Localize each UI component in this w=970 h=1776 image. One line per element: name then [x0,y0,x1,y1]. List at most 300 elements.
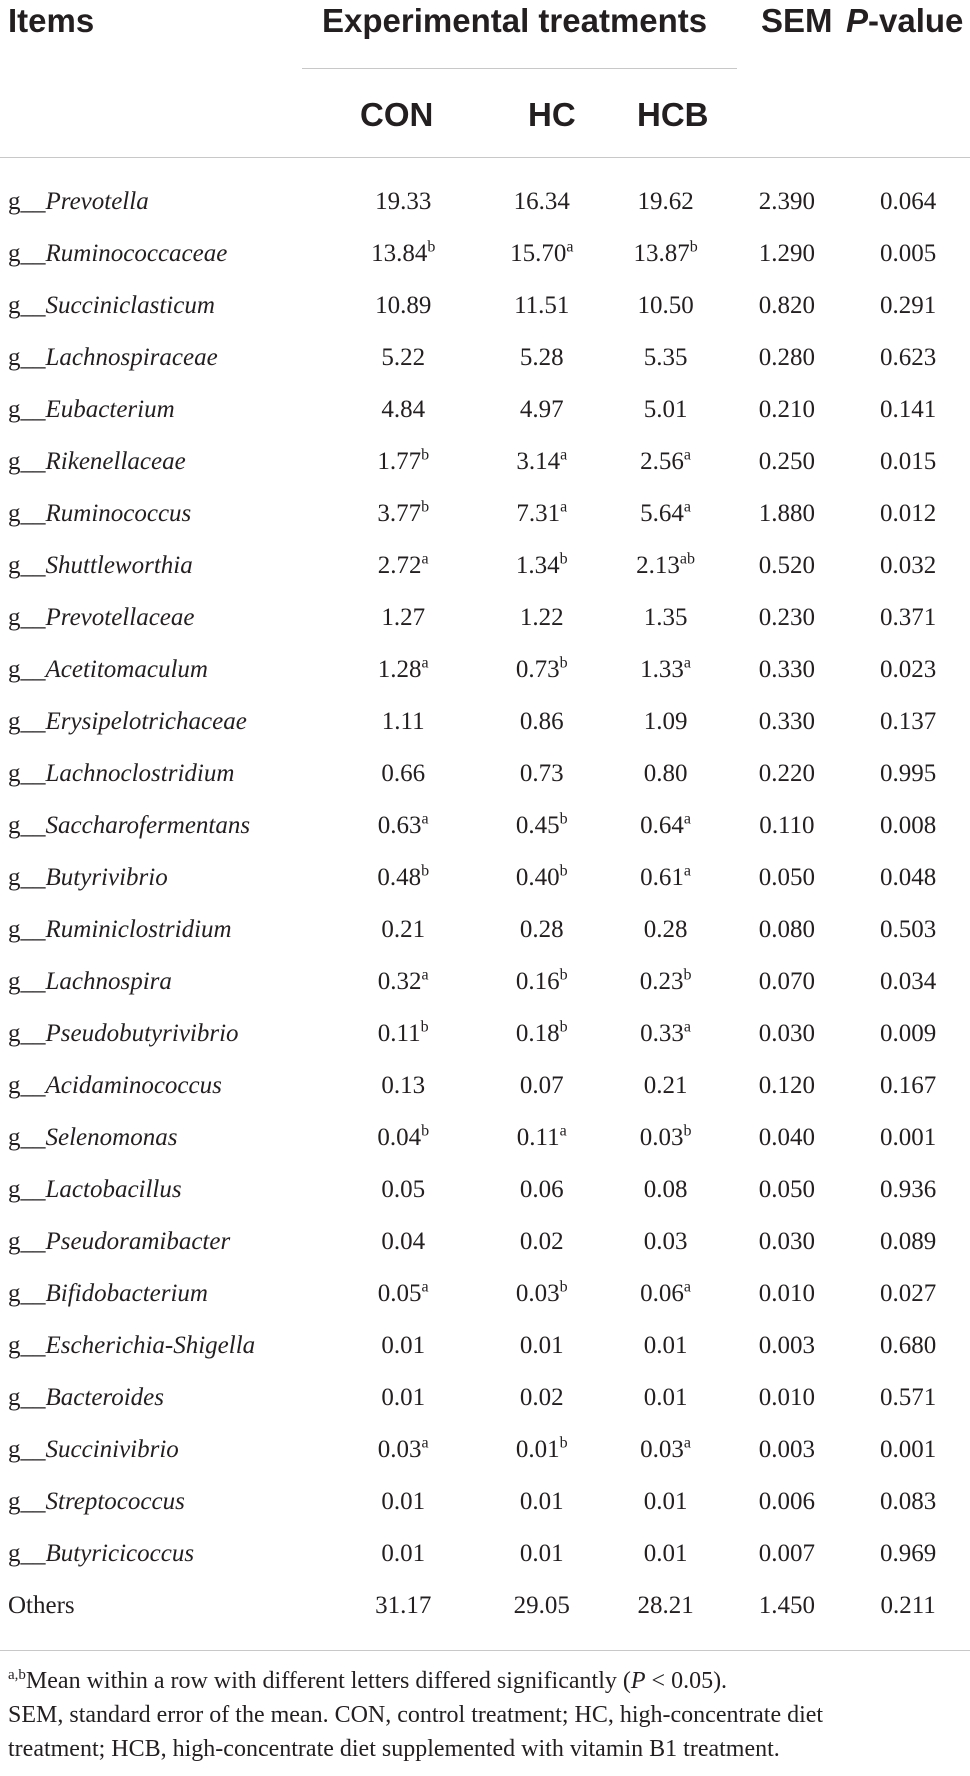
significance-letter: a [683,498,691,516]
taxon-prefix: g__ [8,1540,46,1567]
cell-sem: 0.250 [758,448,815,475]
cell-value: 28.21 [637,1592,694,1619]
cell-value: 3.14 [516,448,561,475]
cell-hcb [604,592,728,644]
cell-hc [480,332,604,384]
taxon-prefix: g__ [8,188,46,215]
cell-con [327,1424,480,1476]
table-row [0,1372,970,1424]
cell-hcb [604,280,728,332]
taxon-prefix: g__ [8,292,46,319]
cell-con [327,1372,480,1424]
table-row [0,852,970,904]
cell-p-value: 0.141 [880,396,937,423]
cell-con [327,1216,480,1268]
cell-hc [480,1112,604,1164]
taxon-name: Lachnoclostridium [45,760,235,787]
cell-item [0,1268,327,1320]
cell-item [0,1528,327,1580]
cell-item [0,176,327,228]
table-row [0,228,970,280]
taxon-prefix: g__ [8,604,46,631]
cell-hcb [604,1216,728,1268]
cell-p-value: 0.623 [880,344,937,371]
cell-value: 11.51 [514,292,570,319]
header-sem: SEM [761,2,833,39]
cell-item [0,1424,327,1476]
significance-letter: a [566,238,574,256]
taxon-prefix: g__ [8,864,46,891]
cell-hc [480,1476,604,1528]
cell-item [0,852,327,904]
table-row [0,904,970,956]
taxon-name: Succiniclasticum [45,292,215,319]
cell-con [327,1008,480,1060]
cell-hc [480,228,604,280]
cell-sem: 2.390 [758,188,815,215]
cell-value: 1.27 [381,604,426,631]
cell-hcb [604,1112,728,1164]
significance-letter: b [559,654,568,672]
cell-p-value: 0.023 [880,656,937,683]
cell-con [327,436,480,488]
cell-value: 5.28 [519,344,564,371]
significance-letter: b [559,862,568,880]
cell-value: 19.62 [637,188,694,215]
cell-value: 0.11 [377,1020,421,1047]
taxon-prefix: g__ [8,1072,46,1099]
cell-hc [480,644,604,696]
cell-sem: 0.070 [758,968,815,995]
table-row [0,1424,970,1476]
significance-letter: b [559,1018,568,1036]
cell-con [327,488,480,540]
taxon-prefix: g__ [8,708,46,735]
significance-letter: a [683,1434,691,1452]
cell-value: 0.16 [515,968,560,995]
cell-hcb [604,176,728,228]
cell-sem: 0.820 [758,292,815,319]
cell-p-value: 0.008 [880,812,937,839]
taxon-prefix: g__ [8,240,46,267]
cell-con [327,748,480,800]
cell-hc [480,800,604,852]
cell-con [327,904,480,956]
cell-con [327,956,480,1008]
cell-hcb [604,1372,728,1424]
table-row [0,644,970,696]
cell-item [0,592,327,644]
taxon-prefix: g__ [8,812,46,839]
cell-sem: 0.230 [758,604,815,631]
header-p-value: P-value [846,2,964,39]
significance-letter: b [559,1434,568,1452]
cell-p-value: 0.167 [880,1072,937,1099]
cell-p-value: 0.680 [880,1332,937,1359]
taxon-prefix: g__ [8,1488,46,1515]
cell-hc [480,1580,604,1632]
cell-hcb [604,1060,728,1112]
footnote-abbreviations-line1: SEM, standard error of the mean. CON, control treatment; HC, high-concentrate diet [8,1702,824,1728]
cell-value: 5.22 [381,344,426,371]
cell-value: 0.08 [643,1176,688,1203]
significance-letter: a [421,966,429,984]
cell-p-value: 0.064 [880,188,937,215]
taxon-prefix: g__ [8,1228,46,1255]
cell-value: 0.63 [377,812,422,839]
cell-hcb [604,488,728,540]
cell-hcb [604,852,728,904]
cell-value: 0.45 [515,812,560,839]
significance-letter: a [421,1434,429,1452]
cell-hcb [604,1164,728,1216]
taxon-name: Succinivibrio [45,1436,179,1463]
footnote-significance: $^{a,b}$Mean within a row with different letters differed significantly (P < 0.05). [8,1667,728,1694]
taxon-name: Selenomonas [45,1124,178,1151]
table-row [0,540,970,592]
cell-con [327,332,480,384]
cell-hc [480,1372,604,1424]
cell-sem: 0.050 [758,864,815,891]
cell-value: 0.01 [381,1332,426,1359]
cell-value: 0.80 [643,760,688,787]
taxon-name: Erysipelotrichaceae [45,708,247,735]
cell-con [327,1320,480,1372]
cell-sem: 0.030 [758,1228,815,1255]
cell-value: 0.11 [516,1124,560,1151]
cell-con [327,852,480,904]
cell-value: 0.33 [640,1020,684,1047]
taxon-prefix: g__ [8,656,46,683]
cell-hcb [604,748,728,800]
table-row [0,696,970,748]
cell-value: 1.35 [643,604,688,631]
taxon-name: Eubacterium [45,396,175,423]
taxon-name: Shuttleworthia [45,552,193,579]
cell-value: 0.04 [381,1228,426,1255]
significance-letter: b [689,238,698,256]
cell-sem: 0.007 [758,1540,815,1567]
cell-p-value: 0.936 [880,1176,937,1203]
cell-sem: 0.110 [759,812,815,839]
cell-hc [480,1424,604,1476]
cell-hc [480,852,604,904]
cell-hc [480,696,604,748]
taxon-name: Saccharofermentans [45,812,251,839]
taxon-prefix: g__ [8,1332,46,1359]
cell-value: 19.33 [375,188,432,215]
cell-item [0,644,327,696]
taxon-name: Bifidobacterium [45,1280,208,1307]
cell-item [0,1008,327,1060]
table-row [0,1320,970,1372]
significance-letter: a [559,1122,567,1140]
cell-hc [480,1060,604,1112]
cell-value: 5.01 [643,396,688,423]
data-table [0,176,970,1632]
table-row [0,592,970,644]
significance-letter: b [683,1122,692,1140]
cell-hcb [604,1320,728,1372]
cell-con [327,1268,480,1320]
taxon-name: Pseudobutyrivibrio [45,1020,239,1047]
taxon-name: Ruminococcaceae [45,240,228,267]
significance-letter: a [421,654,429,672]
cell-item [0,1112,327,1164]
taxon-prefix: g__ [8,1280,46,1307]
cell-value: 0.04 [377,1124,422,1151]
header-items: Items [8,2,95,39]
cell-sem: 0.120 [758,1072,815,1099]
cell-hc [480,1164,604,1216]
table-row [0,436,970,488]
taxon-prefix: g__ [8,1384,46,1411]
cell-value: 2.72 [377,552,422,579]
cell-p-value: 0.571 [880,1384,937,1411]
table-row [0,384,970,436]
cell-value: 0.61 [640,864,684,891]
cell-hc [480,540,604,592]
cell-value: 0.01 [643,1488,688,1515]
cell-value: 0.02 [519,1384,564,1411]
cell-hc [480,176,604,228]
table-row [0,332,970,384]
significance-letter: a [683,1278,691,1296]
cell-value: 1.34 [515,552,560,579]
cell-value: 13.84 [371,240,428,267]
cell-hcb [604,540,728,592]
cell-hc [480,280,604,332]
significance-letter: a [560,446,568,464]
cell-value: 0.02 [519,1228,564,1255]
taxon-name: Escherichia-Shigella [45,1332,256,1359]
taxon-name: Lachnospira [45,968,172,995]
cell-value: 0.32 [377,968,422,995]
significance-letter: b [559,550,568,568]
cell-value: 3.77 [377,500,422,527]
cell-value: 5.35 [643,344,688,371]
cell-value: 0.01 [515,1436,560,1463]
cell-hcb [604,1528,728,1580]
taxon-name: Acetitomaculum [45,656,208,683]
table-row [0,800,970,852]
significance-letter: b [559,810,568,828]
significance-letter: b [559,1278,568,1296]
cell-sem: 0.010 [758,1280,815,1307]
cell-p-value: 0.211 [880,1592,936,1619]
table-row [0,1528,970,1580]
cell-hc [480,436,604,488]
cell-value: 1.11 [381,708,425,735]
cell-hc [480,1528,604,1580]
cell-value: 0.01 [381,1488,426,1515]
cell-value: 0.03 [639,1124,684,1151]
cell-item [0,540,327,592]
cell-hcb [604,1424,728,1476]
cell-con [327,540,480,592]
cell-con [327,1112,480,1164]
cell-item [0,696,327,748]
cell-value: 0.23 [639,968,684,995]
footnote-abbreviations-line2: treatment; HCB, high-concentrate diet supplemented with vitamin B1 treatment. [8,1736,780,1762]
cell-hcb [604,332,728,384]
header-group-rule [302,68,737,69]
cell-value: 0.03 [643,1228,688,1255]
significance-letter: b [683,966,692,984]
cell-value: 0.28 [643,916,688,943]
cell-item [0,280,327,332]
cell-p-value: 0.032 [880,552,937,579]
cell-value: 1.33 [640,656,684,683]
cell-item [0,1372,327,1424]
cell-value: 0.03 [640,1436,684,1463]
cell-value: 1.77 [377,448,422,475]
taxon-prefix: g__ [8,552,46,579]
taxon-name: Streptococcus [45,1488,185,1515]
cell-p-value: 0.009 [880,1020,937,1047]
cell-value: 16.34 [513,188,570,215]
taxon-prefix: g__ [8,1436,46,1463]
cell-hcb [604,1476,728,1528]
header-hcb: HCB [637,96,709,133]
cell-value: 1.28 [377,656,422,683]
cell-con [327,1164,480,1216]
significance-letter: a [683,1018,691,1036]
cell-value: 0.01 [519,1488,564,1515]
cell-value: 1.09 [643,708,688,735]
cell-p-value: 0.089 [880,1228,937,1255]
cell-value: 0.13 [381,1072,426,1099]
cell-item [0,904,327,956]
cell-p-value: 0.048 [880,864,937,891]
cell-con [327,228,480,280]
cell-hcb [604,228,728,280]
cell-hc [480,488,604,540]
cell-hcb [604,436,728,488]
taxon-name: Butyrivibrio [45,864,168,891]
significance-letter: b [421,446,430,464]
cell-value: 4.97 [519,396,564,423]
taxon-prefix: g__ [8,1124,46,1151]
significance-letter: b [421,498,430,516]
cell-item [0,1060,327,1112]
cell-item [0,1476,327,1528]
cell-p-value: 0.001 [880,1436,937,1463]
cell-p-value: 0.503 [880,916,937,943]
cell-hc [480,592,604,644]
cell-sem: 0.220 [758,760,815,787]
cell-value: 0.05 [377,1280,422,1307]
cell-sem: 0.040 [758,1124,815,1151]
taxon-name: Ruminococcus [45,500,192,527]
taxon-name: Bacteroides [45,1384,164,1411]
header-bottom-rule [0,157,970,158]
table-row [0,1580,970,1632]
taxon-name: Acidaminococcus [45,1072,222,1099]
cell-p-value: 0.005 [880,240,937,267]
taxon-name: Butyricicoccus [45,1540,195,1567]
cell-value: 0.48 [377,864,422,891]
cell-hc [480,748,604,800]
cell-p-value: 0.083 [880,1488,937,1515]
significance-letter: b [421,862,430,880]
cell-value: 0.06 [519,1176,564,1203]
table-row [0,956,970,1008]
cell-item [0,436,327,488]
cell-p-value: 0.012 [880,500,937,527]
table-row [0,1112,970,1164]
cell-value: 7.31 [516,500,561,527]
cell-item [0,1164,327,1216]
cell-sem: 0.003 [758,1332,815,1359]
cell-con [327,696,480,748]
table-bottom-rule [0,1650,970,1651]
cell-sem: 0.210 [758,396,815,423]
cell-value: 10.50 [637,292,694,319]
cell-hc [480,956,604,1008]
cell-item [0,1320,327,1372]
cell-con [327,1528,480,1580]
cell-item [0,488,327,540]
cell-con [327,1060,480,1112]
cell-sem: 0.330 [758,656,815,683]
cell-p-value: 0.291 [880,292,937,319]
cell-hc [480,384,604,436]
cell-value: 0.06 [640,1280,684,1307]
cell-sem: 0.050 [758,1176,815,1203]
cell-value: 4.84 [381,396,426,423]
cell-value: 2.56 [640,448,684,475]
taxon-name: Ruminiclostridium [45,916,232,943]
cell-sem: 0.010 [758,1384,815,1411]
cell-con [327,800,480,852]
cell-value: 10.89 [375,292,432,319]
cell-value: 1.22 [519,604,564,631]
cell-hcb [604,1268,728,1320]
cell-con [327,644,480,696]
cell-value: 0.73 [515,656,560,683]
cell-value: 0.01 [519,1540,564,1567]
taxon-name: Prevotella [45,188,149,215]
cell-value: 0.03 [377,1436,422,1463]
cell-value: 0.86 [519,708,564,735]
significance-letter: ab [679,550,695,568]
significance-letter: b [421,1122,430,1140]
cell-con [327,280,480,332]
table-row [0,488,970,540]
cell-value: 0.64 [640,812,684,839]
significance-letter: b [420,1018,429,1036]
cell-sem: 1.880 [758,500,815,527]
cell-sem: 0.330 [758,708,815,735]
table-row [0,176,970,228]
cell-value: 0.07 [519,1072,564,1099]
cell-p-value: 0.371 [880,604,937,631]
cell-value: 0.21 [381,916,426,943]
significance-letter: b [427,238,436,256]
cell-value: 0.40 [515,864,560,891]
cell-value: 2.13 [636,552,680,579]
significance-letter: a [683,446,691,464]
taxon-prefix: g__ [8,1176,46,1203]
taxon-name: Prevotellaceae [45,604,195,631]
cell-item [0,956,327,1008]
cell-value: 0.01 [643,1384,688,1411]
cell-value: 0.01 [643,1540,688,1567]
cell-item [0,1580,327,1632]
cell-sem: 0.003 [758,1436,815,1463]
cell-hcb [604,1008,728,1060]
